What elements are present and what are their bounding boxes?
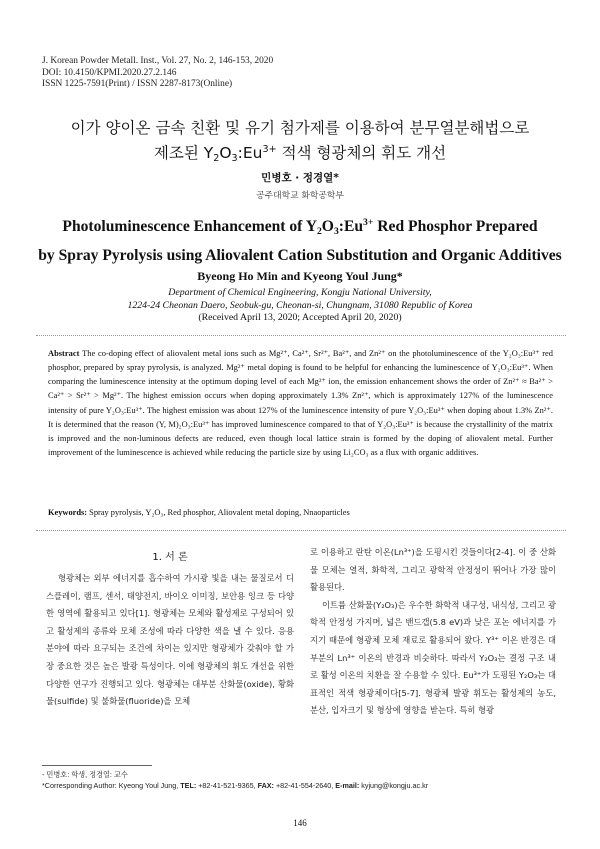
tel-label: TEL: [180, 781, 197, 790]
english-title-line2: by Spray Pyrolysis using Aliovalent Cation Substitution and Organic Additives [38, 246, 562, 264]
received-dates: (Received April 13, 2020; Accepted April 20, 2020) [198, 312, 402, 324]
english-title [0, 211, 600, 267]
keywords-label: Keywords: [48, 508, 88, 517]
abstract-label: Abstract [48, 349, 80, 358]
affiliation-line2: 1224-24 Cheonan Daero, Seobuk-gu, Cheonan-si, Chungnam, 31080 Republic of Korea [127, 299, 473, 311]
email-value: kyjung@kongju.ac.kr [359, 781, 429, 790]
divider-top [36, 335, 566, 336]
abstract-text: The co-doping effect of aliovalent metal ions such as Mg²⁺, Ca²⁺, Sr²⁺, Ba²⁺, and Zn²⁺ on the photoluminescence of the Y₂O₃:Eu³⁺ red phosphor, prepared by spray pyrolysis, is analyzed. Mg²⁺ metal doping is found to be helpful for enhancing the luminescence of Y₂O₃:Eu³⁺. When comparing the luminescence intensity at the optimum doping level of each Mg²⁺ ion, the emission enhancement shows the order of Zn²⁺ ≈ Ba²⁺ > Ca²⁺ > Sr²⁺ > Mg²⁺. The highest emission occurs when doping approximately 1.3% Zn²⁺, which is approximately 127% of the luminescence intensity of pure Y₂O₃:Eu³⁺. The highest emission was about 127% of the luminescence intensity of pure Y₂O₃:Eu³⁺ when doping about 1.3% Zn²⁺. It is determined that the reason (Y, M)₂O₃:Eu³⁺ has improved luminescence compared to that of Y₂O₃:Eu³⁺ is because the crystallinity of the matrix is improved and the non-luminous defects are reduced, even though local lattice strain is formed by the doping of aliovalent metal. Further improvement of the luminescence is achieved while reducing the particle size by using Li₂CO₃ as a flux with organic additives. [48, 349, 553, 458]
left-column [46, 570, 294, 711]
fax-value: +82-41-554-2640, [273, 781, 336, 790]
right-column [310, 544, 556, 720]
section-heading: 1. 서 론 [152, 552, 188, 563]
superscript: 3+ [262, 144, 277, 155]
superscript: 3+ [363, 217, 374, 228]
paragraph: 형광체는 외부 에너지를 흡수하여 가시광 빛을 내는 물질로서 디스플레이, 램프, 센서, 태양전지, 바이오 이미징, 보안용 잉크 등 다양한 영역에 활용되고 있다[1]. 형광체는 모체와 활성제로 구성되어 있고 활성제의 종류와 모체 조성에 따라 다양한 색을 낼 수 있다. 응용 분야에 따라 요구되는 조건에 차이는 있지만 형광체가 갖춰야 할 가장 중요한 것은 높은 발광 특성이다. 이에 형광체의 휘도 개선을 위한 다양한 연구가 진행되고 있다. 형광체는 대부분 산화물(oxide), 황화물(sulfide) 및 불화물(fluoride)을 모체 [46, 573, 294, 707]
subscript: 3 [231, 153, 238, 164]
korean-title-line2 [0, 139, 600, 170]
english-authors: Byeong Ho Min and Kyeong Youl Jung* [197, 269, 403, 283]
corresponding-label: *Corresponding Author: Kyeong Youl Jung, [42, 781, 181, 790]
journal-header [42, 56, 273, 91]
keywords [48, 508, 553, 517]
page-number: 146 [293, 818, 307, 828]
korean-authors: 민병호 · 정경열* [261, 172, 339, 184]
subscript: 2 [213, 153, 220, 164]
formula-part: :Eu [237, 144, 263, 162]
korean-title-suffix: 적색 형광체의 휘도 개선 [276, 144, 447, 162]
paragraph: 이트륨 산화물(Y₂O₃)은 우수한 화학적 내구성, 내식성, 그리고 광학적 안정성 가지며, 넓은 밴드갭(5.8 eV)과 낮은 포논 에너지를 가지기 때문에 형광체 모체 재료로 활용되어 왔다. Y³⁺ 이온 반경은 대부분의 Ln³⁺ 이온의 반경과 비슷하다. 따라서 Y₂O₃는 결정 구조 내로 활성 이온의 치환을 잘 수용할 수 있다. Eu³⁺가 도핑된 Y₂O₃는 대표적인 적색 형광체이다[5-7]. 형광체 발광 휘도는 활성제의 농도, 분산, 입자크기 및 형상에 영향을 받는다. 특히 형광 [310, 599, 556, 716]
korean-affiliation: 공주대학교 화학공학부 [256, 191, 344, 201]
korean-title [0, 117, 600, 170]
affiliation [0, 287, 600, 325]
korean-title-line1: 이가 양이온 금속 친환 및 유기 첨가제를 이용하여 분무열분해법으로 [70, 119, 530, 137]
english-title-line1 [0, 211, 600, 244]
doi: DOI: 10.4150/KPMI.2020.27.2.146 [42, 67, 177, 78]
footnote [42, 769, 428, 791]
email-label: E-mail: [335, 781, 360, 790]
affiliation-line1: Department of Chemical Engineering, Kongju National University, [168, 287, 432, 298]
formula-part: :Eu [338, 218, 364, 235]
subscript: 3 [333, 226, 339, 237]
fax-label: FAX: [257, 781, 274, 790]
tel-value: +82-41-521-9365, [196, 781, 258, 790]
issn: ISSN 1225-7591(Print) / ISSN 2287-8173(Online) [42, 79, 233, 90]
journal-citation: J. Korean Powder Metall. Inst., Vol. 27, No. 2, 146-153, 2020 [42, 56, 274, 66]
subscript: 2 [316, 226, 322, 237]
korean-title-prefix: 제조된 Y [153, 144, 214, 162]
formula-part: O [219, 144, 232, 162]
keywords-text: Spray pyrolysis, Y₂O₃, Red phosphor, Aliovalent metal doping, Nnaoparticles [89, 508, 350, 517]
title-prefix: Photoluminescence Enhancement of Y [62, 218, 317, 235]
corresponding-author [42, 780, 428, 791]
formula-part: O [321, 218, 334, 235]
abstract [48, 347, 553, 460]
footnote-rule [42, 765, 152, 766]
paragraph: 로 이용하고 란탄 이온(Ln³⁺)을 도핑시킨 것들이다[2-4]. 이 중 산화물 모체는 열적, 화학적, 그리고 광학적 안정성이 뛰어나 가장 많이 활용된다. [310, 547, 556, 593]
title-suffix: Red Phosphor Prepared [373, 218, 538, 235]
divider-bottom [36, 530, 566, 531]
footnote-authors: - 민병호: 학생, 정경열: 교수 [42, 770, 128, 779]
